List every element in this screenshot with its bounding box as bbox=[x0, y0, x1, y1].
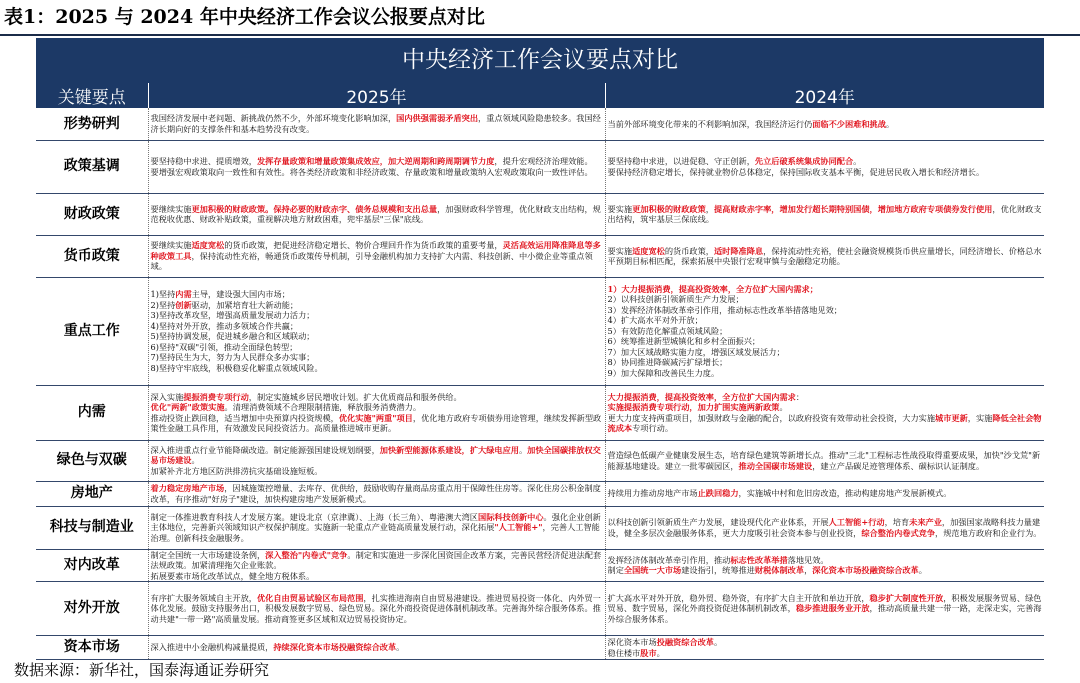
cell-2025 bbox=[148, 481, 605, 506]
highlight-text: 加快新型能源体系建设，扩大绿电应用 bbox=[379, 444, 519, 455]
body-text: 9）加大保障和改善民生力度。 bbox=[607, 367, 720, 378]
highlight-text: 未来产业 bbox=[909, 517, 942, 527]
cell-2025 bbox=[148, 277, 605, 385]
highlight-text: 股市 bbox=[640, 647, 657, 658]
highlight-text: 降低全社会物流成本 bbox=[607, 412, 1042, 433]
body-text: 。 bbox=[396, 642, 405, 653]
highlight-text: 国内供强需弱矛盾突出 bbox=[396, 113, 479, 124]
body-text: 落地见效。 bbox=[787, 554, 829, 565]
source-note: 数据来源：新华社，国泰海通证券研究 bbox=[14, 661, 270, 679]
row-key: 绿色与双碳 bbox=[36, 440, 148, 481]
body-text: 4）扩大高水平对外开放； bbox=[607, 315, 703, 326]
cell-2024 bbox=[605, 506, 1044, 549]
cell-2025 bbox=[148, 235, 605, 277]
body-text: ，实施 bbox=[967, 412, 993, 423]
row-key: 内需 bbox=[36, 385, 148, 440]
cell-2025 bbox=[148, 108, 605, 140]
body-text: 要增强宏观政策取向一致性和有效性。将各类经济政策和非经济政策、存量政策和增量政策纳入宏观政策取向一致性评估。 bbox=[150, 166, 593, 177]
body-text: 。强化企业创新主体地位，完善新兴领域知识产权保护制度。实施新一轮重点产业链高质量发展行动，深化拓展 bbox=[150, 511, 601, 533]
highlight-text: 加快全国碳排放权交易市场建设 bbox=[150, 444, 601, 466]
body-text: 1)坚持 bbox=[150, 289, 176, 299]
body-text: 深入实施 bbox=[150, 391, 184, 402]
highlight-text: "人工智能+" bbox=[494, 522, 543, 533]
body-text: ，建立产品碳足迹管理体系、碳标识认证制度。 bbox=[812, 460, 985, 471]
highlight-text: 1）大力提振消费，提高投资效率，全方位扩大国内需求； bbox=[607, 283, 818, 294]
body-text: ，加强国家战略科技力量建设，健全多层次金融服务体系，更大力度吸引社会资本参与创业投资， bbox=[607, 517, 1041, 538]
body-text: 。 bbox=[191, 455, 200, 466]
body-text: ，优化地方政府专项债券用途管理，继续发挥新型政策性金融工具作用，有效激发民间投资活力。高质量推进城市更新。 bbox=[150, 412, 602, 433]
table-row bbox=[36, 277, 1044, 385]
body-text: 8)坚持守牢底线，积极稳妥化解重点领域风险。 bbox=[150, 362, 323, 373]
row-key: 对内改革 bbox=[36, 549, 148, 582]
highlight-text: 发挥存量政策和增量政策集成效应，加大逆周期和跨周期调节力度 bbox=[256, 156, 495, 166]
body-text: 要坚持稳中求进，以进促稳、守正创新， bbox=[607, 156, 755, 166]
body-text: 我国经济发展中老问题、新挑战仍然不少，外部环境变化影响加深， bbox=[150, 113, 397, 124]
highlight-text: 内需 bbox=[175, 289, 192, 299]
body-text: 专项行动。 bbox=[632, 423, 674, 433]
body-text: 。 bbox=[779, 402, 788, 412]
body-text: ，重点领域风险隐患较多。我国经济长期向好的支撑条件和基本趋势没有改变。 bbox=[150, 113, 601, 134]
body-text: 持续用力推动房地产市场 bbox=[607, 488, 698, 499]
body-text: 扩大高水平对外开放，稳外贸、稳外资，有序扩大自主开放和单边开放， bbox=[607, 592, 870, 603]
title-divider bbox=[0, 34, 1080, 36]
highlight-text: 深化资本市场投融资综合改革 bbox=[812, 565, 919, 576]
highlight-text: 着力稳定房地产市场 bbox=[150, 483, 225, 493]
body-text: 更大力度支持两重项目，加强财政与金融的配合，以政府投资有效带动社会投资，大力实施 bbox=[607, 412, 936, 423]
body-text: 4)坚持对外开放，推动多领域合作共赢； bbox=[150, 320, 299, 331]
body-text: ， bbox=[705, 203, 714, 214]
highlight-text: 深入整治"内卷式"竞争 bbox=[265, 549, 348, 560]
table-row bbox=[36, 193, 1044, 235]
table-row bbox=[36, 582, 1044, 636]
header-2024: 2024年 bbox=[605, 83, 1044, 108]
cell-2025 bbox=[148, 140, 605, 193]
cell-2024 bbox=[605, 140, 1044, 193]
table-row bbox=[36, 506, 1044, 549]
cell-2024 bbox=[605, 193, 1044, 235]
body-text: 制定 bbox=[607, 565, 624, 576]
body-text: 发挥经济体制改革牵引作用，推动 bbox=[607, 554, 731, 565]
body-text: ，推动高质量共建一带一路，走深走实，完善海外综合服务体系。 bbox=[607, 603, 1042, 624]
highlight-text: 优化实施"两重"项目 bbox=[338, 412, 413, 423]
body-text: ，规范地方政府和企业行为。 bbox=[935, 527, 1042, 538]
highlight-text: 优化自由贸易试验区布局范围 bbox=[256, 592, 364, 603]
body-text: 深化资本市场 bbox=[607, 637, 657, 647]
body-text: 6）统筹推进新型城镇化和乡村全面振兴； bbox=[607, 336, 761, 347]
highlight-text: 面临不少困难和挑战 bbox=[812, 118, 886, 129]
highlight-text: 适时降准降息 bbox=[713, 245, 764, 256]
body-text: 推动投资止跌回稳，适当增加中央预算内投资规模， bbox=[150, 412, 339, 423]
body-text: ，培育 bbox=[884, 517, 910, 527]
cell-2024 bbox=[605, 582, 1044, 636]
body-text: 8）协同推进降碳减污扩绿增长； bbox=[607, 357, 728, 368]
document-title: 表1：2025 与 2024 年中央经济工作会议公报要点对比 bbox=[4, 6, 485, 28]
body-text: 2)坚持 bbox=[150, 299, 176, 310]
highlight-text: 大力提振消费，提高投资效率，全方位扩大国内需求 bbox=[607, 391, 796, 402]
body-text: ，积极发展服务贸易、绿色贸易、数字贸易，深化外商投资促进体制机制改革， bbox=[607, 592, 1042, 614]
cell-2024 bbox=[605, 108, 1044, 140]
row-key: 货币政策 bbox=[36, 235, 148, 277]
body-text: ，保持流动性充裕，畅通货币政策传导机制，引导金融机构加力支持扩大内需、科技创新、中小微企业等重点领域。 bbox=[150, 250, 593, 272]
body-text: ，保持流动性充裕，使社会融资规模货币供应量增长，同经济增长、价格总水平预期目标相匹配，探索拓展中央银行宏观审慎与金融稳定功能。 bbox=[607, 245, 1042, 266]
body-text: 稳住楼市 bbox=[607, 647, 641, 658]
row-key: 财政政策 bbox=[36, 193, 148, 235]
body-text: 。 bbox=[656, 647, 665, 658]
body-text: ，实施城中村和危旧房改造，推动构建房地产发展新模式。 bbox=[738, 488, 952, 499]
table-banner: 中央经济工作会议要点对比 bbox=[36, 38, 1044, 83]
body-text: 要保持经济稳定增长，保持就业物价总体稳定，保持国际收支基本平衡，促进居民收入增长和经济增长。 bbox=[607, 166, 985, 177]
body-text: ，提升宏观经济治理效能。 bbox=[494, 156, 593, 166]
table-row bbox=[36, 140, 1044, 193]
comparison-table bbox=[36, 83, 1044, 660]
body-text: 3)坚持改革攻坚，增强高质量发展动力活力； bbox=[150, 310, 315, 320]
highlight-text: 稳步扩大制度性开放 bbox=[869, 592, 944, 603]
header-row bbox=[36, 83, 1044, 108]
cell-2024 bbox=[605, 235, 1044, 277]
highlight-text: 全国统一大市场 bbox=[623, 565, 682, 576]
cell-2025 bbox=[148, 636, 605, 660]
body-text: 建设指引，统筹推进 bbox=[681, 565, 755, 576]
row-key: 房地产 bbox=[36, 481, 148, 506]
body-text: 制定全国统一大市场建设条例， bbox=[150, 549, 266, 560]
body-text: 拓展要素市场化改革试点，健全地方税体系。 bbox=[150, 570, 315, 581]
body-text: 的货币政策，把促进经济稳定增长、物价合理回升作为货币政策的重要考量， bbox=[224, 240, 503, 251]
body-text: 5)坚持协调发展，促进城乡融合和区域联动； bbox=[150, 331, 315, 341]
body-text: ： bbox=[795, 391, 805, 402]
body-text: 5）有效防范化解重点领域风险； bbox=[607, 325, 728, 336]
body-text: 。 bbox=[918, 565, 927, 576]
cell-2024 bbox=[605, 549, 1044, 582]
table-row bbox=[36, 385, 1044, 440]
highlight-text: 推动全国碳市场建设 bbox=[738, 460, 813, 471]
body-text: 当前外部环境变化带来的不利影响加深，我国经济运行仍 bbox=[607, 118, 813, 129]
body-text: ，制定实施城乡居民增收计划。扩大优质商品和服务供给。 bbox=[248, 391, 462, 402]
highlight-text: 止跌回稳力 bbox=[697, 488, 739, 499]
body-text: 驱动，加紧培育壮大新动能； bbox=[191, 299, 299, 310]
highlight-text: 提振消费专项行动 bbox=[183, 391, 249, 402]
row-key: 资本市场 bbox=[36, 636, 148, 660]
cell-2025 bbox=[148, 582, 605, 636]
highlight-text: 人工智能+行动 bbox=[828, 517, 885, 527]
body-text: 7)坚持民生为大，努力为人民群众多办实事； bbox=[150, 352, 315, 362]
cell-2025 bbox=[148, 506, 605, 549]
body-text: 要继续实施 bbox=[150, 240, 192, 251]
body-text: 要继续实施 bbox=[150, 203, 192, 214]
body-text: 。 bbox=[518, 444, 528, 455]
body-text: 制定一体推进教育科技人才发展方案。建设北京（京津冀）、上海（长三角）、粤港澳大湾区 bbox=[150, 511, 478, 522]
body-text: 。 bbox=[853, 156, 862, 166]
body-text: 要实施 bbox=[607, 203, 633, 214]
highlight-text: 先立后破系统集成协同配合 bbox=[754, 156, 854, 166]
row-key: 政策基调 bbox=[36, 140, 148, 193]
highlight-text: 提高财政赤字率，增加发行超长期特别国债，增加地方政府专项债券发行使用 bbox=[713, 203, 993, 214]
row-key: 科技与制造业 bbox=[36, 506, 148, 549]
body-text: ， bbox=[804, 565, 813, 576]
body-text: ，加强财政科学管理，优化财政支出结构，规范税收优惠、财政补贴政策，重视解决地方财政困难，兜牢基层"三保"底线。 bbox=[150, 203, 601, 224]
body-text: 。 bbox=[885, 118, 895, 129]
body-text: 加紧补齐北方地区防洪排涝抗灾基础设施短板。 bbox=[150, 465, 323, 476]
body-text: 6)坚持"双碳"引领，推动全面绿色转型； bbox=[150, 341, 298, 352]
table-row bbox=[36, 481, 1044, 506]
body-text: ，扎实推进海南自由贸易港建设。推进贸易投资一体化、内外贸一体化发展。鼓励支持服务出口，积极发展数字贸易、绿色贸易。深化外商投资促进体制机制改革。完善海外综合服务体系。推动共建"一带一路"高质量发展。推动商签更多区域和双边贸易投资协定。 bbox=[150, 592, 601, 624]
cell-2024 bbox=[605, 277, 1044, 385]
highlight-text: 创新 bbox=[175, 299, 192, 310]
cell-2025 bbox=[148, 549, 605, 582]
cell-2025 bbox=[148, 385, 605, 440]
body-text: 深入推进重点行业节能降碳改造。制定能源强国建设规划纲要， bbox=[150, 444, 380, 455]
header-2025: 2025年 bbox=[148, 83, 605, 108]
highlight-text: 更加积极的财政政策。保持必要的财政赤字、债务总规模和支出总量 bbox=[191, 203, 438, 214]
body-text: ，因城施策控增量、去库存、优供给，鼓励收购存量商品房重点用于保障性住房等。深化住房公积金制度改革，有序推动"好房子"建设，加快构建房地产发展新模式。 bbox=[150, 483, 601, 504]
body-text: 。 bbox=[713, 637, 723, 647]
highlight-text: 国际科技创新中心 bbox=[478, 511, 544, 522]
cell-2024 bbox=[605, 481, 1044, 506]
body-text: ，完善人工智能治理。创新科技金融服务。 bbox=[150, 522, 600, 543]
row-key: 重点工作 bbox=[36, 277, 148, 385]
body-text: 7）加大区域战略实施力度，增强区域发展活力； bbox=[607, 346, 785, 357]
row-key: 形势研判 bbox=[36, 108, 148, 140]
body-text: 要实施 bbox=[607, 245, 633, 256]
body-text: ，优化财政支出结构，筑牢基层三保底线。 bbox=[607, 203, 1042, 224]
row-key: 对外开放 bbox=[36, 582, 148, 636]
body-text: 。制定和实施进一步深化国资国企改革方案，完善民营经济促进法配套法规政策。加紧清理拖欠企业账款。 bbox=[150, 549, 602, 570]
body-text: 的货币政策， bbox=[664, 245, 714, 256]
highlight-text: 综合整治内卷式竞争 bbox=[861, 527, 936, 538]
cell-2024 bbox=[605, 636, 1044, 660]
highlight-text: 城市更新 bbox=[935, 412, 968, 423]
cell-2025 bbox=[148, 440, 605, 481]
highlight-text: 持续深化资本市场投融资综合改革 bbox=[273, 642, 397, 653]
body-text: 深入推进中小金融机构减量提质， bbox=[150, 642, 274, 653]
cell-2025 bbox=[148, 193, 605, 235]
body-text: 。清理消费领域不合理限制措施，释放服务消费潜力。 bbox=[224, 402, 422, 412]
body-text: 主导，建设强大国内市场； bbox=[191, 289, 290, 299]
highlight-text: 更加积极的财政政策 bbox=[632, 203, 706, 214]
body-text: 2）以科技创新引领新质生产力发展； bbox=[607, 294, 744, 305]
cell-2024 bbox=[605, 440, 1044, 481]
highlight-text: 标志性改革举措 bbox=[730, 554, 788, 565]
table-row bbox=[36, 440, 1044, 481]
table-row bbox=[36, 235, 1044, 277]
table-row bbox=[36, 636, 1044, 660]
highlight-text: 财税体制改革 bbox=[754, 565, 805, 576]
body-text: 以科技创新引领新质生产力发展，建设现代化产业体系，开展 bbox=[607, 517, 829, 527]
highlight-text: 适度宽松 bbox=[191, 240, 225, 251]
body-text: 营造绿色低碳产业健康发展生态，培育绿色建筑等新增长点。推动"三北"工程标志性战役取得重要成果，加快"沙戈荒"新能源基地建设。建立一批零碳园区， bbox=[607, 450, 1041, 471]
body-text: 3）发挥经济体制改革牵引作用，推动标志性改革举措落地见效； bbox=[607, 304, 842, 315]
table-row bbox=[36, 549, 1044, 582]
highlight-text: 优化"两新"政策实施 bbox=[150, 402, 225, 412]
highlight-text: 适度宽松 bbox=[632, 245, 665, 256]
highlight-text: 实施提振消费专项行动，加力扩围实施两新政策 bbox=[607, 402, 780, 412]
cell-2024 bbox=[605, 385, 1044, 440]
body-text: 要坚持稳中求进、提质增效， bbox=[150, 156, 257, 166]
highlight-text: 稳步推进服务业开放 bbox=[795, 603, 870, 614]
body-text: 有序扩大服务领域自主开放， bbox=[150, 592, 257, 603]
header-key-point: 关键要点 bbox=[36, 83, 148, 108]
highlight-text: 投融资综合改革 bbox=[656, 637, 714, 647]
highlight-text: 灵活高效运用降准降息等多种政策工具 bbox=[150, 240, 601, 261]
table-row bbox=[36, 108, 1044, 140]
